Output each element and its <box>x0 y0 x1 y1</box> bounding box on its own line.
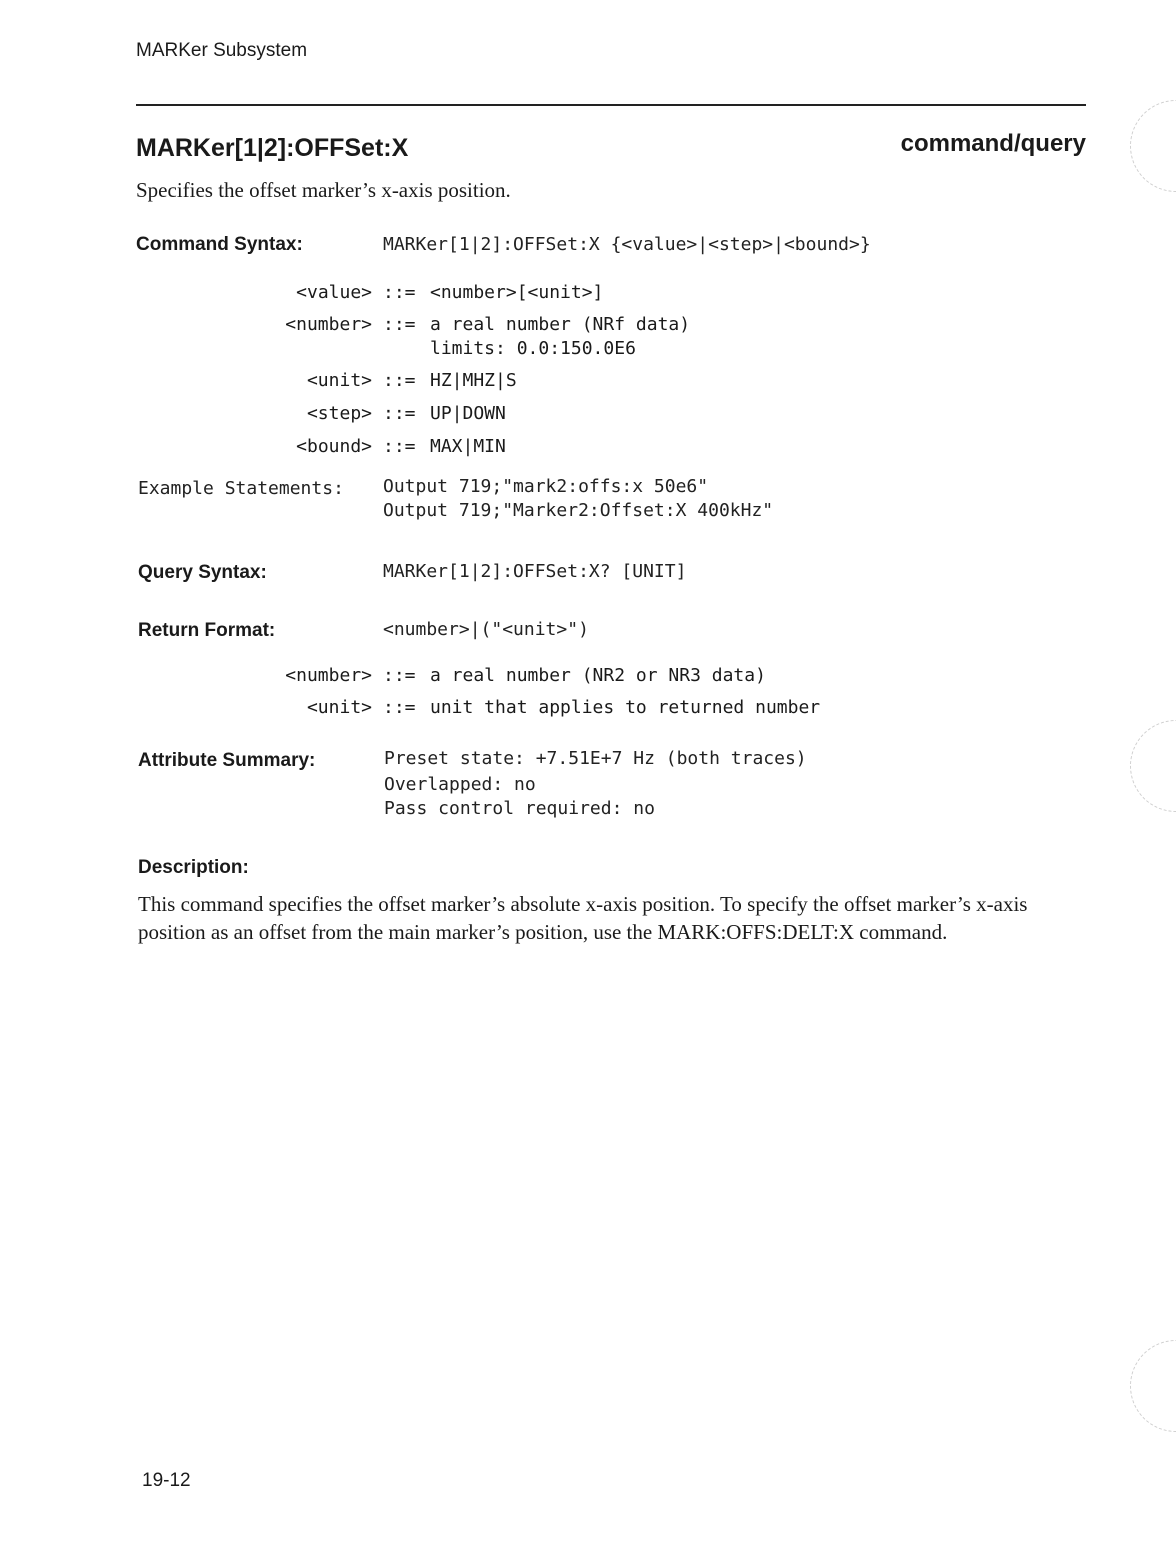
description-body: This command specifies the offset marker’s absolute x-axis position. To specify the offset marker’s x-axis position as an offset from the main marker’s position, use the MARK:OFFS:DELT:X command. <box>138 892 1028 944</box>
header-rule <box>136 104 1086 106</box>
definition-value: unit that applies to returned number <box>430 697 821 718</box>
definition-name: <number> <box>285 314 372 335</box>
definition-limits: limits: 0.0:150.0E6 <box>430 338 636 359</box>
definition-row-unit <box>0 370 1176 396</box>
example-statements-label: Example Statements: <box>138 478 344 499</box>
definition-name: <bound> <box>296 436 372 457</box>
return-format-value: <number>|("<unit>") <box>383 619 589 640</box>
command-summary: Specifies the offset marker’s x-axis position. <box>136 178 511 202</box>
example-line-1: Output 719;"mark2:offs:x 50e6" <box>383 476 709 497</box>
punch-hole-mark <box>1130 720 1176 812</box>
definition-name: <value> <box>296 282 372 303</box>
definition-name: <unit> <box>306 370 372 391</box>
definition-name: <unit> <box>306 697 372 718</box>
definition-name: <step> <box>306 403 372 424</box>
attribute-pass-control: Pass control required: no <box>384 798 655 819</box>
definition-value: a real number (NR2 or NR3 data) <box>430 665 766 686</box>
definition-separator: ::= <box>383 370 416 391</box>
example-line-2: Output 719;"Marker2:Offset:X 400kHz" <box>383 500 774 521</box>
definition-row-value <box>0 282 1176 308</box>
command-title: MARKer[1|2]:OFFSet:X <box>136 134 409 162</box>
running-header: MARKer Subsystem <box>136 40 308 61</box>
definition-separator: ::= <box>383 697 416 718</box>
query-syntax-label: Query Syntax: <box>138 562 267 583</box>
definition-separator: ::= <box>383 403 416 424</box>
definition-value: HZ|MHZ|S <box>430 370 517 391</box>
return-format-label: Return Format: <box>138 620 276 641</box>
command-syntax-value: MARKer[1|2]:OFFSet:X {<value>|<step>|<bound>} <box>383 234 871 255</box>
definition-row-step <box>0 403 1176 429</box>
attribute-overlapped: Overlapped: no <box>384 774 536 795</box>
definition-name: <number> <box>285 665 372 686</box>
attribute-summary-label: Attribute Summary: <box>138 750 316 771</box>
punch-hole-mark <box>1130 100 1176 192</box>
definition-value: <number>[<unit>] <box>430 282 604 303</box>
page-number: 19-12 <box>142 1470 191 1491</box>
definition-value: UP|DOWN <box>430 403 506 424</box>
definition-separator: ::= <box>383 665 416 686</box>
definition-row-bound <box>0 436 1176 462</box>
definition-row-number <box>0 314 1176 340</box>
definition-separator: ::= <box>383 282 416 303</box>
punch-hole-mark <box>1130 1340 1176 1432</box>
attribute-preset-state: Preset state: +7.51E+7 Hz (both traces) <box>384 748 807 769</box>
definition-separator: ::= <box>383 436 416 457</box>
description-label: Description: <box>138 857 249 878</box>
definition-separator: ::= <box>383 314 416 335</box>
command-syntax-label: Command Syntax: <box>136 234 303 255</box>
return-definition-row-unit <box>0 697 1176 723</box>
definition-row-number-limits <box>0 338 1176 364</box>
definition-value: a real number (NRf data) <box>430 314 691 335</box>
definition-value: MAX|MIN <box>430 436 506 457</box>
return-definition-row-number <box>0 665 1176 691</box>
command-type: command/query <box>900 130 1086 157</box>
query-syntax-value: MARKer[1|2]:OFFSet:X? [UNIT] <box>383 561 687 582</box>
